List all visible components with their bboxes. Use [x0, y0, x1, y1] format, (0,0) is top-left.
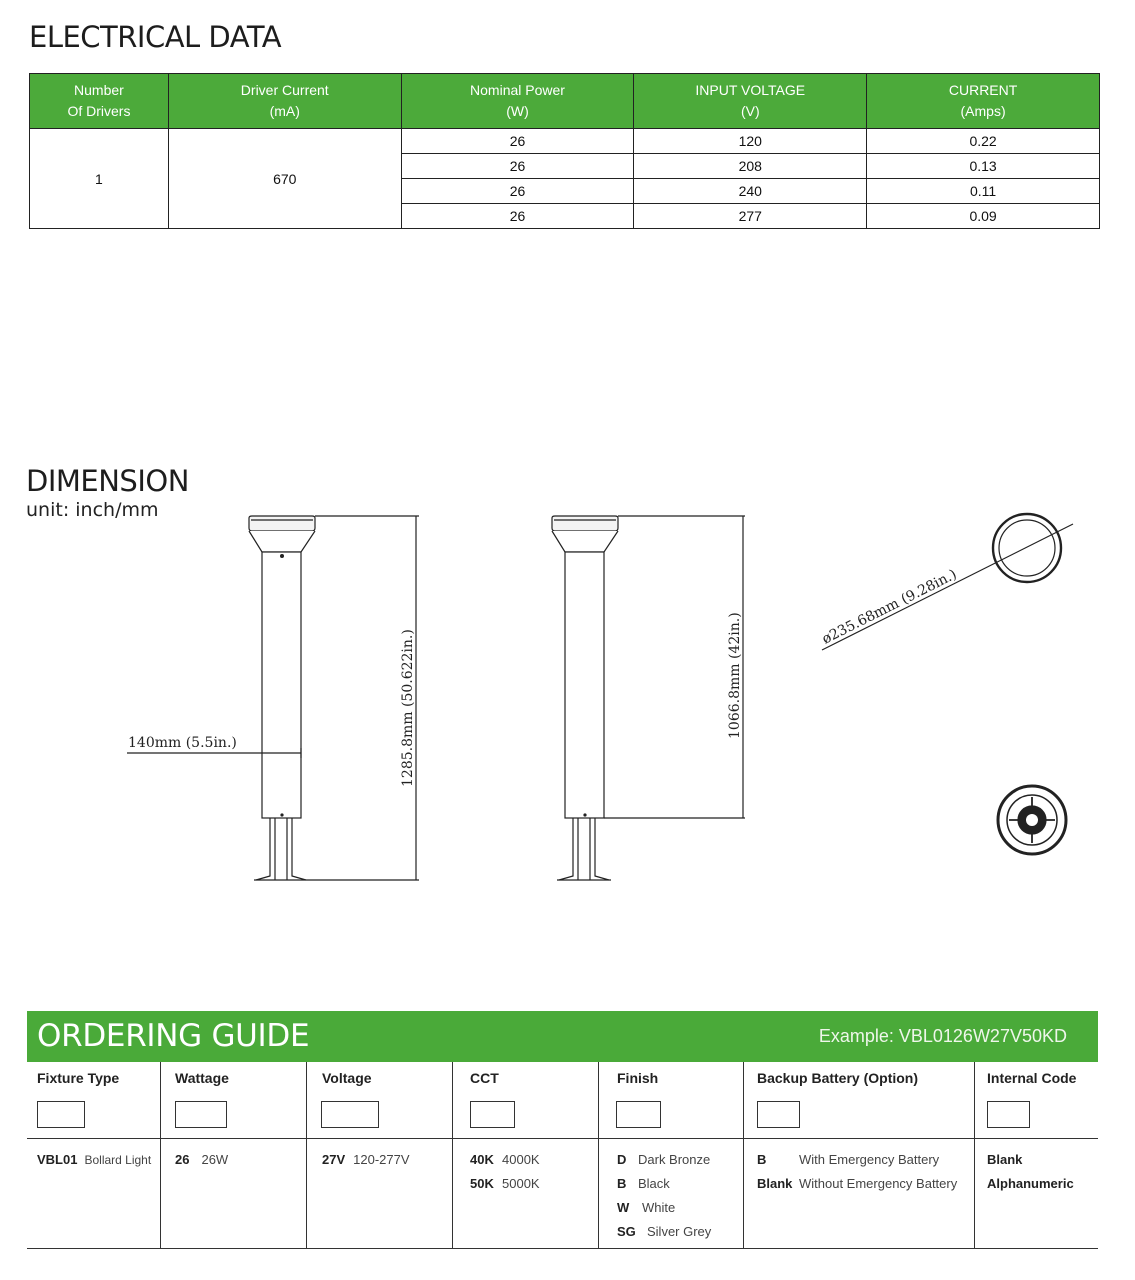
- dimension-drawing: [0, 500, 1135, 900]
- bollard-tall-drawing: [249, 516, 315, 880]
- option-list: [175, 1152, 228, 1176]
- option-list: [322, 1152, 410, 1176]
- list-item: Alphanumeric: [987, 1176, 1074, 1191]
- ordering-guide-grid: [27, 1062, 1098, 1249]
- header-number-of-drivers: Number Of Drivers: [30, 74, 169, 129]
- cell-driver-current: 670: [168, 129, 401, 229]
- cell-power: 26: [401, 179, 634, 204]
- bollard-short-drawing: [552, 516, 618, 880]
- column-header: Internal Code: [987, 1070, 1077, 1086]
- electrical-data-table: [29, 73, 1100, 229]
- option-list: [470, 1152, 540, 1200]
- width-dimension-label: 140mm (5.5in.): [128, 735, 237, 751]
- cell-current: 0.13: [867, 154, 1100, 179]
- list-item: 27V 120-277V: [322, 1152, 410, 1167]
- electrical-data-title: ELECTRICAL DATA: [29, 20, 282, 54]
- cell-voltage: 208: [634, 154, 867, 179]
- short-height-label: 1066.8mm (42in.): [727, 612, 743, 739]
- list-item: B With Emergency Battery: [757, 1152, 940, 1167]
- backup-battery-input[interactable]: [757, 1101, 800, 1128]
- wattage-input[interactable]: [175, 1101, 227, 1128]
- header-driver-current: Driver Current (mA): [168, 74, 401, 129]
- list-item: D Dark Bronze: [617, 1152, 711, 1167]
- column-internal-code: [974, 1062, 1098, 1248]
- table-row: [30, 129, 1100, 154]
- ordering-guide-header: [27, 1011, 1098, 1062]
- dimension-title: DIMENSION: [26, 464, 189, 498]
- diameter-label: ø235.68mm (9.28in.): [819, 566, 960, 648]
- dimension-unit: unit: inch/mm: [26, 499, 159, 521]
- list-item: Blank: [987, 1152, 1023, 1167]
- cell-current: 0.11: [867, 179, 1100, 204]
- option-list: [757, 1152, 957, 1200]
- ordering-guide-example: Example: VBL0126W27V50KD: [818, 1026, 1067, 1046]
- column-header: CCT: [470, 1070, 499, 1086]
- cell-power: 26: [401, 154, 634, 179]
- voltage-input[interactable]: [321, 1101, 379, 1128]
- column-finish: [598, 1062, 743, 1248]
- cell-voltage: 277: [634, 204, 867, 229]
- column-header: Backup Battery (Option): [757, 1070, 919, 1086]
- table-header-row: [30, 74, 1100, 129]
- cell-current: 0.22: [867, 129, 1100, 154]
- list-item: 40K 4000K: [470, 1152, 540, 1167]
- column-header: Wattage: [175, 1070, 229, 1086]
- column-cct: [452, 1062, 598, 1248]
- header-current: CURRENT (Amps): [867, 74, 1100, 129]
- bottom-view-circle: [998, 786, 1066, 854]
- list-item: W White: [617, 1200, 676, 1215]
- column-backup-battery: [743, 1062, 974, 1248]
- cct-input[interactable]: [470, 1101, 515, 1128]
- header-nominal-power: Nominal Power (W): [401, 74, 634, 129]
- ordering-guide-title: ORDERING GUIDE: [37, 1018, 310, 1054]
- list-item: 26 26W: [175, 1152, 229, 1167]
- column-header: Fixture Type: [37, 1070, 120, 1086]
- option-list: [37, 1152, 151, 1176]
- cell-power: 26: [401, 129, 634, 154]
- column-header: Finish: [617, 1070, 659, 1086]
- option-list: [987, 1152, 1074, 1200]
- list-item: Blank Without Emergency Battery: [757, 1176, 958, 1191]
- list-item: 50K 5000K: [470, 1176, 540, 1191]
- cell-drivers: 1: [30, 129, 169, 229]
- internal-code-input[interactable]: [987, 1101, 1030, 1128]
- header-input-voltage: INPUT VOLTAGE (V): [634, 74, 867, 129]
- list-item: B Black: [617, 1176, 670, 1191]
- column-header: Voltage: [322, 1070, 372, 1086]
- cell-current: 0.09: [867, 204, 1100, 229]
- list-item: SG Silver Grey: [617, 1224, 712, 1239]
- fixture-type-input[interactable]: [37, 1101, 85, 1128]
- cell-power: 26: [401, 204, 634, 229]
- tall-height-label: 1285.8mm (50.622in.): [400, 629, 416, 787]
- list-item: VBL01 Bollard Light: [37, 1152, 152, 1167]
- cell-voltage: 120: [634, 129, 867, 154]
- cell-voltage: 240: [634, 179, 867, 204]
- column-fixture-type: [27, 1062, 160, 1248]
- short-height-dimension-line: [604, 516, 745, 818]
- column-wattage: [160, 1062, 306, 1248]
- option-list: [617, 1152, 711, 1248]
- finish-input[interactable]: [616, 1101, 661, 1128]
- column-voltage: [306, 1062, 452, 1248]
